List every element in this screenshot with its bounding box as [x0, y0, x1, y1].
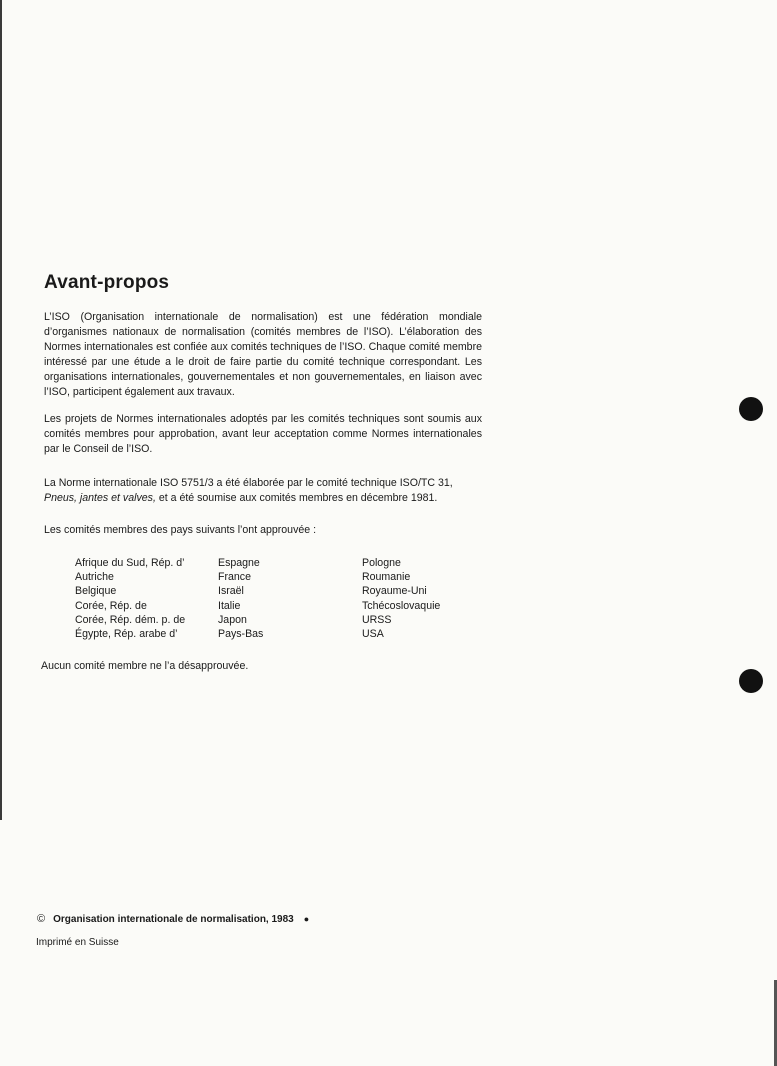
country-item: Corée, Rép. dém. p. de — [75, 613, 186, 626]
bullet-icon: ● — [303, 914, 310, 924]
committee-title: Pneus, jantes et valves, — [44, 492, 156, 504]
country-item: Royaume-Uni — [362, 585, 427, 598]
country-item: Tchécoslovaquie — [362, 599, 441, 612]
country-item: Afrique du Sud, Rép. d’ — [75, 557, 185, 569]
country-item: Japon — [218, 613, 247, 626]
country-column-2 — [218, 556, 263, 641]
paragraph-approving-members: Les comités membres des pays suivants l’ont approuvée : — [44, 524, 317, 536]
country-item: Égypte, Rép. arabe d’ — [75, 628, 178, 641]
copyright-line — [37, 913, 309, 925]
binder-hole-mark — [739, 669, 763, 693]
country-item: Corée, Rép. de — [75, 599, 147, 612]
country-item: Autriche — [75, 571, 114, 584]
country-item: Espagne — [218, 557, 260, 569]
binder-hole-mark — [739, 397, 763, 421]
origin-text-end: et a été soumise aux comités membres en décembre 1981. — [155, 492, 438, 504]
left-margin-rule — [0, 0, 2, 820]
country-item: Roumanie — [362, 571, 411, 584]
paragraph-approval-process: Les projets de Normes internationales adoptés par les comités techniques sont soumis aux comités membres pour approbation, avant leur acceptation comme Normes internationales par le Conseil de l’ISO. — [44, 413, 482, 455]
country-item: France — [218, 571, 251, 584]
country-item: Pays-Bas — [218, 628, 264, 641]
paragraph-standard-origin — [44, 476, 482, 506]
country-item: Israël — [218, 585, 244, 598]
country-item: URSS — [362, 613, 392, 626]
origin-text-start: La Norme internationale ISO 5751/3 a été élaborée par le comité technique ISO/TC 31, — [44, 477, 453, 489]
printed-in-note: Imprimé en Suisse — [36, 937, 119, 948]
copyright-holder: Organisation internationale de normalisation, 1983 — [53, 914, 294, 925]
copyright-symbol: © — [37, 913, 46, 925]
country-item: Italie — [218, 599, 241, 612]
paragraph-disapproval: Aucun comité membre ne l’a désapprouvée. — [41, 660, 249, 672]
country-column-1 — [75, 556, 185, 641]
paragraph-iso-intro: L’ISO (Organisation internationale de normalisation) est une fédération mondiale d’organismes nationaux de normalisation (comités membres de l’ISO). L’élaboration des Normes internationales est confiée aux comités techniques de l’ISO. Chaque comité membre intéressé par une étude a le droit de faire partie du comité technique correspondant. Les organisations internationales, gouvernementales et non gouvernementales, en liaison avec l’ISO, participent également aux travaux. — [44, 311, 482, 398]
country-item: Belgique — [75, 585, 117, 598]
country-item: USA — [362, 628, 384, 641]
country-column-3 — [362, 556, 440, 641]
page-title: Avant-propos — [44, 272, 170, 293]
country-item: Pologne — [362, 557, 401, 569]
